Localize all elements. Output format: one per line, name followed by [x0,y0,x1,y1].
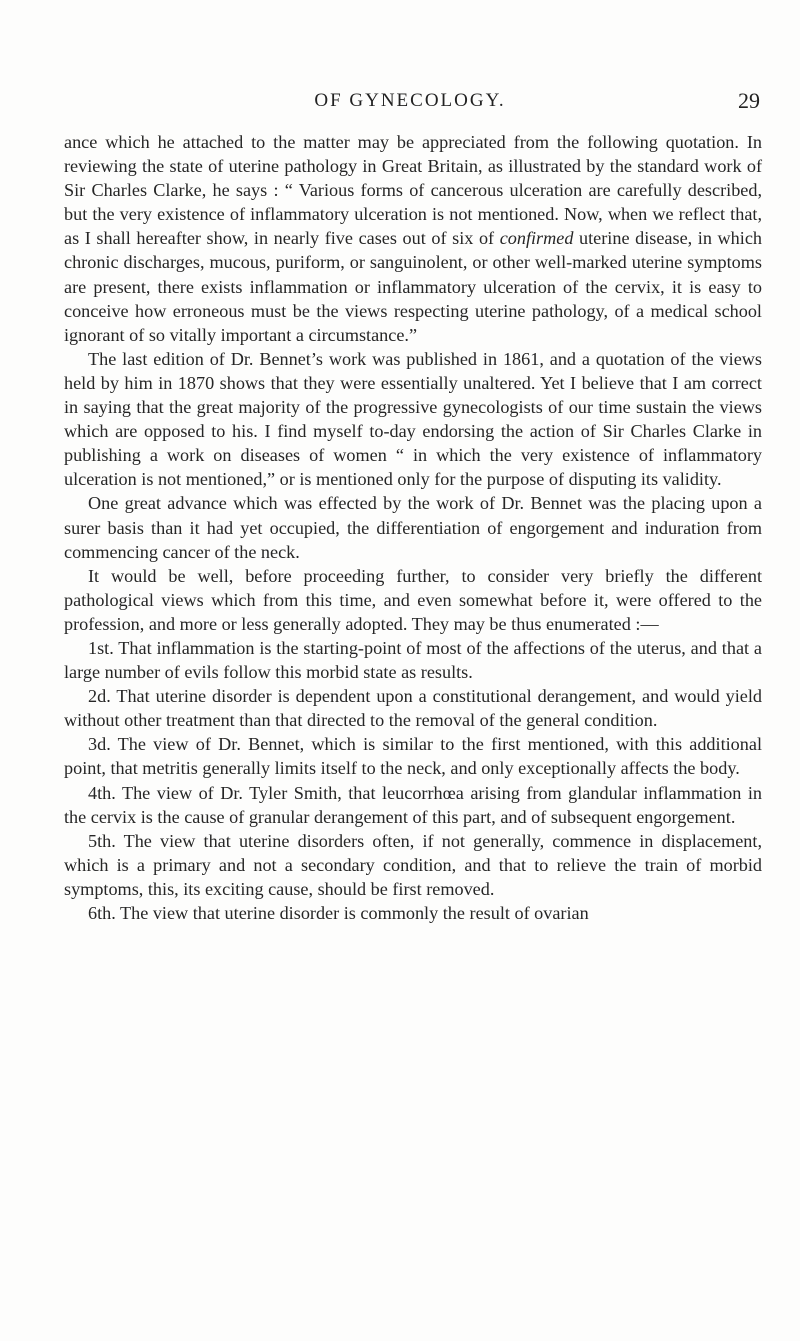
emphasis-confirmed: confirmed [499,228,574,249]
list-item-2d: 2d. That uterine disorder is dependent upon a constitutional derangement, and would yield without other treatment than that directed to the removal of the general condition. [64,686,762,731]
running-title: OF GYNECOLOGY. [314,90,506,111]
paragraph-1-start: ance which he attached to the matter may be appreciated from the following quotation. In reviewing the state of uterine pathology in Great Britain, as illustrated by the standard work of Sir Charles Clarke, he says : “ Various forms of cancerous ulceration are carefully described, but the very existence of inflammatory ulceration is not mentioned. Now, when we reflect that, as I shall hereafter show, in nearly five cases out of six of [64,132,762,249]
paragraph-1 [64,130,762,347]
list-item-1st: 1st. That inflammation is the starting-point of most of the affections of the uterus, and that a large number of evils follow this morbid state as results. [64,637,762,683]
body-text [64,130,762,925]
list-item-6th: 6th. The view that uterine disorder is commonly the result of ovarian [88,903,589,923]
running-head [60,90,760,120]
list-item-5th: 5th. The view that uterine disorders often, if not generally, commence in displacement, which is a primary and not a secondary condition, and that to relieve the train of morbid symptoms, this, its exciting cause, should be first removed. [64,830,762,899]
list-item-4th: 4th. The view of Dr. Tyler Smith, that leucorrhœa arising from glandular inflammation in the cervix is the cause of granular derangement of this part, and of subsequent engorgement. [64,782,762,827]
page-number: 29 [738,88,760,113]
paragraph-3: One great advance which was effected by the work of Dr. Bennet was the placing upon a surer basis than it had yet occupied, the differentiation of engorgement and induration from commencing cancer of the neck. [64,493,762,562]
list-item-3d: 3d. The view of Dr. Bennet, which is similar to the first mentioned, with this additional point, that metritis generally limits itself to the neck, and only exceptionally affects the body. [64,734,762,779]
paragraph-1-end: uterine disease, in which chronic discharges, mucous, puriform, or sanguinolent, or other well-marked uterine symptoms are present, there exists inflammation or inflammatory ulceration of the cervix, it is easy to conceive how erroneous must be the views respecting uterine pathology, of a medical school ignorant of so vitally important a circumstance.” [64,228,762,345]
paragraph-2: The last edition of Dr. Bennet’s work was published in 1861, and a quotation of the views held by him in 1870 shows that they were essentially unaltered. Yet I believe that I am correct in saying that the great majority of the progressive gynecologists of our time sustain the views which are opposed to his. I find myself to-day endorsing the action of Sir Charles Clarke in publishing a work on diseases of women “ in which the very existence of inflammatory ulceration is not mentioned,” or is mentioned only for the purpose of disputing its validity. [64,348,762,490]
paragraph-4: It would be well, before proceeding further, to consider very briefly the different pathological views which from this time, and even somewhat before it, were offered to the profession, and more or less generally adopted. They may be thus enumerated :— [64,565,762,634]
